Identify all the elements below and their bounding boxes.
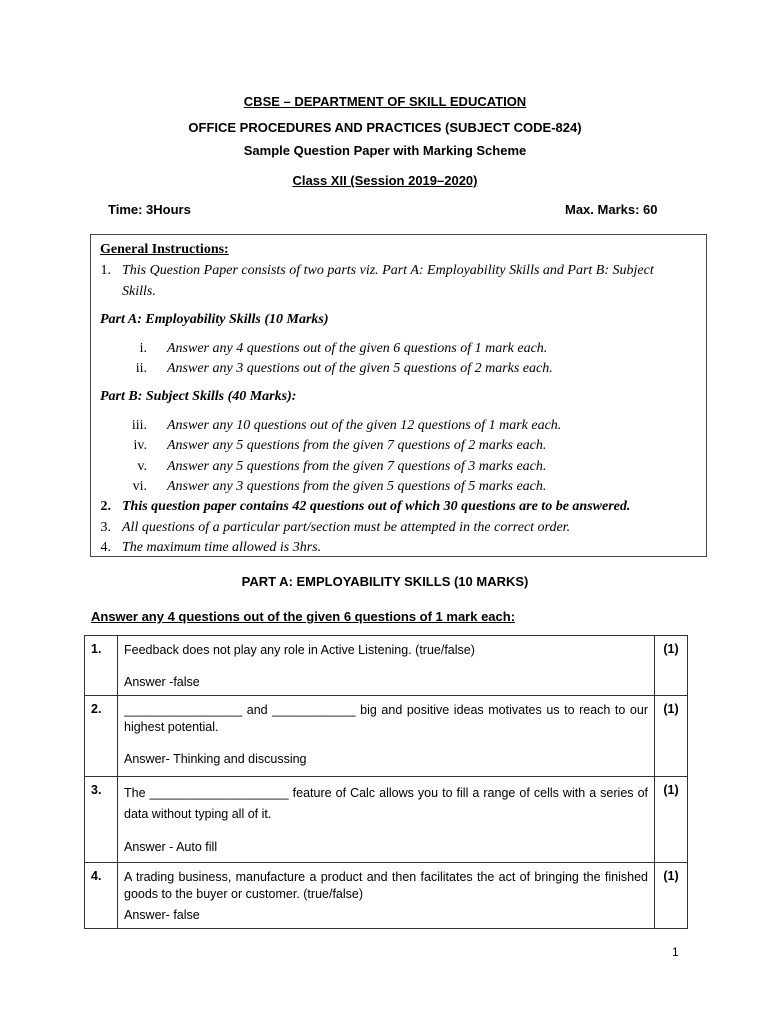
section-title: PART A: EMPLOYABILITY SKILLS (10 MARKS) bbox=[241, 574, 529, 589]
part-b-num-v: v. bbox=[137, 459, 147, 474]
questions-table bbox=[84, 635, 688, 929]
instruction-num-3: 3. bbox=[100, 520, 111, 535]
table-row bbox=[85, 863, 688, 929]
question-cell bbox=[118, 636, 655, 696]
question-text: The ____________________ feature of Calc allows you to fill a range of cells with a series of data without typing all of it. bbox=[124, 786, 648, 821]
part-a-num-i: i. bbox=[139, 341, 147, 356]
instruction-1-line2: Skills. bbox=[122, 284, 156, 299]
part-b-num-iv: iv. bbox=[133, 438, 147, 453]
part-b-heading: Part B: Subject Skills (40 Marks): bbox=[100, 389, 297, 404]
part-b-item-iv: Answer any 5 questions from the given 7 questions of 2 marks each. bbox=[167, 438, 547, 453]
marks: (1) bbox=[655, 777, 688, 863]
instructions-title: General Instructions: bbox=[100, 242, 229, 257]
class-session: Class XII (Session 2019–2020) bbox=[292, 173, 478, 188]
instruction-3: All questions of a particular part/section must be attempted in the correct order. bbox=[122, 520, 571, 535]
instruction-num-4: 4. bbox=[100, 540, 111, 555]
question-cell bbox=[118, 863, 655, 929]
instruction-num-1: 1. bbox=[100, 263, 111, 278]
general-instructions-box bbox=[90, 234, 707, 557]
instruction-2: This question paper contains 42 questions out of which 30 questions are to be answered. bbox=[122, 499, 631, 514]
subject-title: OFFICE PROCEDURES AND PRACTICES (SUBJECT CODE-824) bbox=[188, 120, 582, 135]
marks: (1) bbox=[655, 863, 688, 929]
question-number: 3. bbox=[85, 777, 118, 863]
part-a-item-i: Answer any 4 questions out of the given 6 questions of 1 mark each. bbox=[167, 341, 548, 356]
time-label: Time: 3Hours bbox=[108, 202, 191, 217]
instruction-1-line1: This Question Paper consists of two parts viz. Part A: Employability Skills and Part B: Subject bbox=[122, 263, 654, 278]
page-number: 1 bbox=[672, 945, 679, 959]
question-cell bbox=[118, 696, 655, 777]
header-title: CBSE – DEPARTMENT OF SKILL EDUCATION bbox=[243, 94, 527, 109]
answer-text: Answer - Auto fill bbox=[124, 840, 218, 854]
question-number: 2. bbox=[85, 696, 118, 777]
question-number: 1. bbox=[85, 636, 118, 696]
part-b-item-iii: Answer any 10 questions out of the given 12 questions of 1 mark each. bbox=[167, 418, 562, 433]
max-marks-label: Max. Marks: 60 bbox=[565, 202, 658, 217]
marks: (1) bbox=[655, 696, 688, 777]
part-a-num-ii: ii. bbox=[135, 361, 147, 376]
table-row bbox=[85, 777, 688, 863]
part-b-item-vi: Answer any 3 questions from the given 5 questions of 5 marks each. bbox=[167, 479, 547, 494]
marks: (1) bbox=[655, 636, 688, 696]
part-b-num-vi: vi. bbox=[132, 479, 147, 494]
instruction-4: The maximum time allowed is 3hrs. bbox=[122, 540, 322, 555]
instruction-num-2: 2. bbox=[100, 499, 111, 514]
answer-text: Answer -false bbox=[124, 675, 200, 689]
answer-text: Answer- Thinking and discussing bbox=[124, 752, 307, 766]
answer-text: Answer- false bbox=[124, 908, 200, 922]
table-row bbox=[85, 636, 688, 696]
section-subtitle: Answer any 4 questions out of the given 6 questions of 1 mark each: bbox=[91, 609, 516, 624]
question-text: A trading business, manufacture a product and then facilitates the act of bringing the finished goods to the buyer or customer. (true/false) bbox=[124, 870, 648, 901]
question-cell bbox=[118, 777, 655, 863]
part-b-num-iii: iii. bbox=[131, 418, 147, 433]
part-b-item-v: Answer any 5 questions from the given 7 questions of 3 marks each. bbox=[167, 459, 547, 474]
question-text: Feedback does not play any role in Active Listening. (true/false) bbox=[124, 643, 475, 657]
table-row bbox=[85, 696, 688, 777]
part-a-item-ii: Answer any 3 questions out of the given 5 questions of 2 marks each. bbox=[167, 361, 553, 376]
question-number: 4. bbox=[85, 863, 118, 929]
paper-title: Sample Question Paper with Marking Scheme bbox=[243, 143, 527, 158]
part-a-heading: Part A: Employability Skills (10 Marks) bbox=[100, 312, 329, 327]
question-text: _________________ and ____________ big and positive ideas motivates us to reach to our highest potential. bbox=[124, 703, 648, 734]
